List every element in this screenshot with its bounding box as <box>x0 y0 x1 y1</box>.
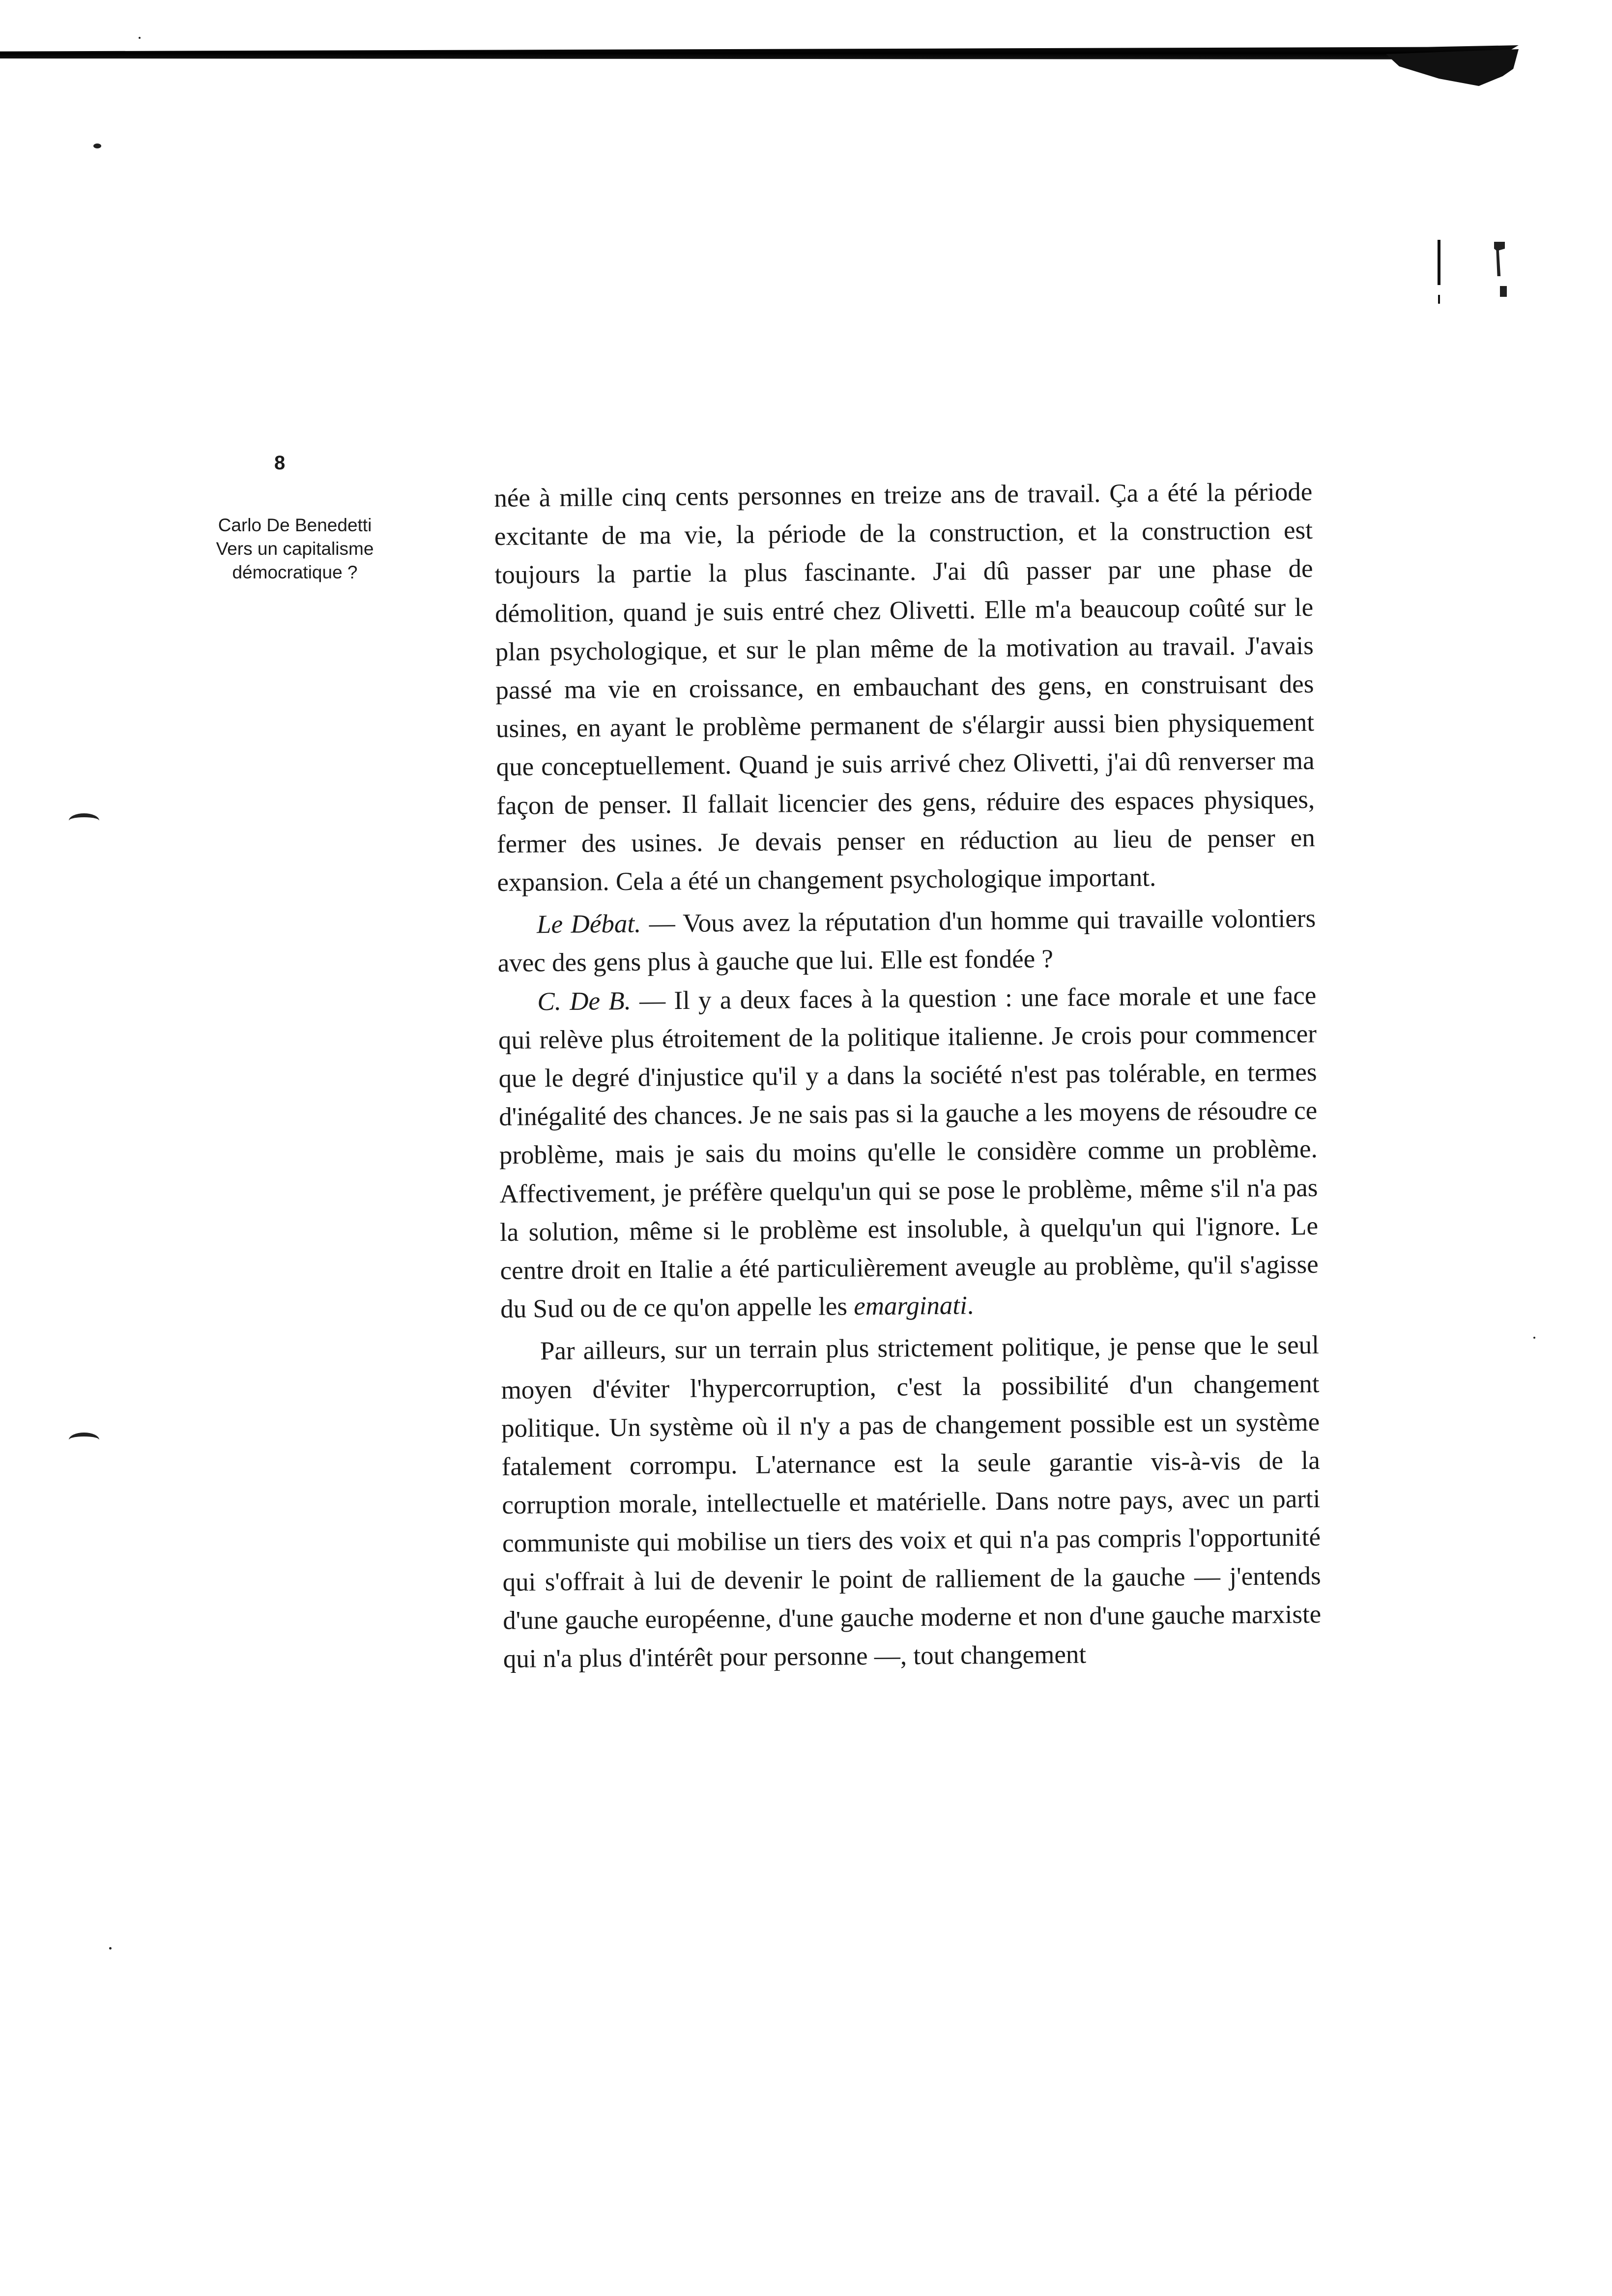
paragraph-continuation: née à mille cinq cents personnes en treize ans de travail. Ça a été la période excitante de ma vie, la période de la construction, et la construction est toujours la partie la plus fascinante. J'ai dû passer par une phase de démolition, quand je suis entré chez Olivetti. Elle m'a beaucoup coûté sur le plan psychologique, et sur le plan même de la motivation au travail. J'avais passé ma vie en croissance, en embauchant des gens, en construisant des usines, en ayant le problème permanent de s'élargir aussi bien physiquement que conceptuellement. Quand je suis arrivé chez Olivetti, j'ai dû renverser ma façon de penser. Il fallait licencier des gens, réduire des espaces physiques, fermer des usines. Je devais penser en réduction au lieu de penser en expansion. Cela a été un changement psychologique important. <box>494 477 1316 897</box>
question-text: — Vous avez la réputation d'un homme qui travaille volontiers avec des gens plus à gauche que lui. Elle est fondée ? <box>497 904 1316 978</box>
page-number: 8 <box>274 452 286 474</box>
margin-arc <box>69 813 99 828</box>
running-head-title-line-1: Vers un capitalisme <box>216 539 374 559</box>
paragraph-continued: Par ailleurs, sur un terrain plus strictement politique, je pense que le seul moyen d'éviter l'hypercorruption, c'est la possibilité d'un changement politique. Un système où il n'y a pas de changement possible est un système fatalement corrompu. L'aternance est la seule garantie vis-à-vis de la corruption morale, intellectuelle et matérielle. Dans notre pays, avec un parti communiste qui mobilise un tiers des voix et qui n'a pas compris l'opportunité qui s'offrait à lui de devenir le point de ralliement de la gauche — j'entends d'une gauche européenne, d'une gauche moderne et non d'une gauche marxiste qui n'a plus d'intérêt pour personne —, tout changement <box>501 1331 1322 1674</box>
margin-glyph <box>1494 242 1505 276</box>
answer-end: . <box>967 1291 974 1320</box>
paragraph-answer <box>498 976 1319 1329</box>
article-body <box>494 473 1322 1678</box>
margin-arc <box>69 1433 99 1447</box>
margin-glyph <box>1500 286 1507 297</box>
margin-tick <box>1438 295 1440 304</box>
scan-speck <box>93 144 101 148</box>
running-head <box>177 514 413 584</box>
running-head-author: Carlo De Benedetti <box>218 515 372 535</box>
scan-speck <box>139 37 141 39</box>
scan-border-smudge <box>1386 49 1519 98</box>
margin-tick <box>1438 240 1440 285</box>
speaker-le-debat: Le Débat. <box>536 909 641 939</box>
scan-border-bar <box>0 45 1519 63</box>
scan-speck <box>1533 1337 1535 1339</box>
emphasis-emarginati: emarginati <box>854 1291 968 1321</box>
scan-speck <box>109 1947 112 1950</box>
speaker-cdb: C. De B. <box>537 986 632 1016</box>
running-head-title-line-2: démocratique ? <box>232 562 358 582</box>
paragraph-question <box>497 899 1316 982</box>
answer-text: — Il y a deux faces à la question : une face morale et une face qui relève plus étroitement de la politique italienne. Je crois pour commencer que le degré d'injustice qu'il y a dans la société n'est pas tolérable, en termes d'inégalité des chances. Je ne sais pas si la gauche a les moyens de résoudre ce problème, mais je sais du moins qu'elle le considère comme un problème. Affectivement, je préfère quelqu'un qui se pose le problème, même s'il n'a pas la solution, même si le problème est insoluble, à quelqu'un qui l'ignore. Le centre droit en Italie a été particulièrement aveugle au problème, qu'il s'agisse du Sud ou de ce qu'on appelle les <box>498 981 1319 1324</box>
